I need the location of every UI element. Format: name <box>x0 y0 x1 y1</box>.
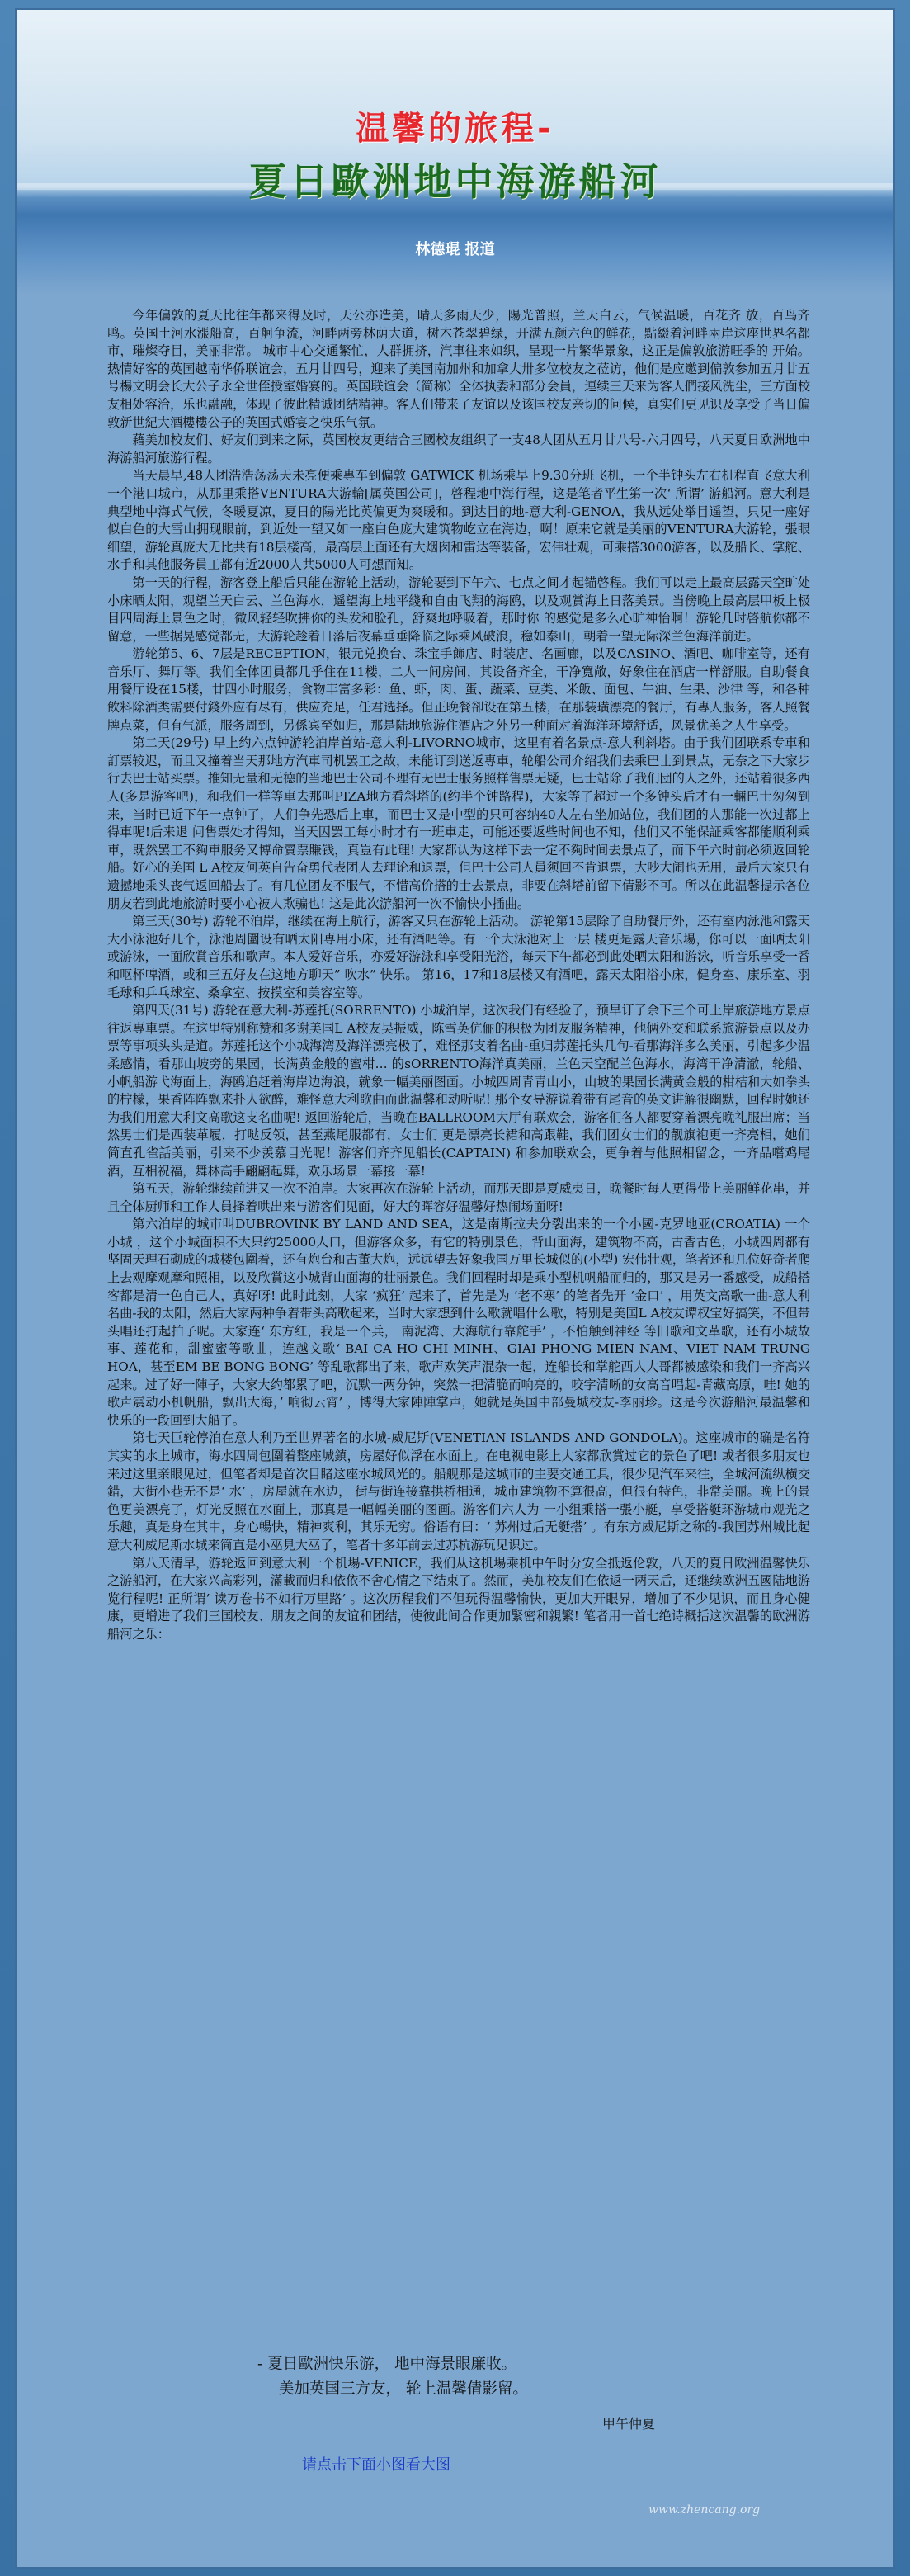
poem-line: - 夏日歐洲快乐游， 地中海景眼廉收。 <box>257 2356 517 2373</box>
website-watermark: www.zhencang.org <box>648 2503 761 2517</box>
sky-sea-banner <box>17 10 893 295</box>
paragraph: 第六泊岸的城市叫DUBROVINK BY LAND AND SEA，这是南斯拉夫分裂出来的一个小國-克罗地亚(CROATIA) 一个小城 ，这个小城面积不大只约25000人口，但游客众多，有它的特别景色，背山面海，建筑物不高，古香古色，小城四周都有坚固天理石砌成的城楼包圍着，还有炮台和古董大炮，远远望去好象我国万里长城似的(小型) 宏伟壮观，笔者还和几位好奇者爬上去观摩观摩和照相，以及欣賞这小城背山面海的壮丽景色。我们回程时却是乘小型机帆船而归的，那又是另一番感受，成船搭客都是清一色自己人，真好呀! 此时此刻，大家 ‘疯狂’ 起来了，首先是为 ‘老不寒’ 的笔者先开 ‘金口’ ，用英文高歌一曲-意大利名曲-我的太阳，然后大家两种争着带头高歌起来，当时大家想到什么歌就唱什么歌，特别是美国L A校友谭权宝好搞笑，不但带头唱还打起拍子呢。大家连‘ 东方红，我是一个兵， 南泥湾、大海航行靠舵手’ ，不怕触到神经 等旧歌和文革歌，还有小城故事、莲花和，甜蜜蜜等歌曲，连越文歌‘ BAI CA HO CHI MINH、GIAI PHONG MIEN NAM、VIET NAM TRUNG HOA，甚至EM BE BONG BONG’ 等乱歌都出了来，歌声欢笑声混杂一起，连船长和掌舵西人大哥都被感染和我们一齐高兴起来。过了好一陣子，大家大约都累了吧，沉默一两分钟，突然一把清脆而响亮的，咬字清晰的女高音唱起-青藏高原，哇! 她的歌声震动小机帆船，飘出大海，’ 响彻云宵’ ，博得大家陣陣掌声，她就是英国中部曼城校友-李丽珍。这是今次游船河最温馨和快乐的一段回到大船了。 <box>107 1217 810 1428</box>
signature: 甲午仲夏 <box>602 2416 656 2432</box>
article-body <box>107 307 810 1644</box>
paragraph: 第四天(31号) 游轮在意大利-苏莲托(SORRENTO) 小城泊岸，这次我们有经验了，预早订了余下三个可上岸旅游地方景点往返專車票。在这里特别称赞和多谢美国L A校友吴振威，陈雪英伉俪的积极为团友服务精神，他俩外交和联系旅游景点以及办票等事项头头是道。苏莲托这个小城海湾及海洋漂亮极了，难怪那支着名曲-重归苏莲托头几句-看那海洋多么美丽，引起多少温柔感情，看那山坡旁的果园，长满黄金般的蜜柑… 的sORRENTO海洋真美丽，兰色天空配兰色海水，海湾干净清澈，轮船、小帆船游弋海面上，海鸥追赶着海岸边海浪，就象一幅美丽图画。小城四周青青山小，山坡的果园长满黄金般的柑桔和大如拳头的柠檬，果香阵阵飘来扑人欲醉，难怪意大利歌曲而此温馨和动听呢! 那个女导游说着带有尾音的英文讲解很幽默，回程时她还为我们用意大利文高歌这支名曲呢! 返回游轮后，当晚在BALLROOM大厅有联欢会，游客们各人都要穿着漂亮晚礼服出席；当然男士们是西装革履，打哒反领，甚至燕尾服都有，女士们 更是漂亮长裙和高跟鞋，我们团女士们的靓旗袍更一齐亮相，她们简直孔雀話美丽，引来不少羡慕目光呢！游客们齐齐见船长(CAPTAIN) 和参加联欢会，更争着与他照相留念，一齐品嚐鸡尾酒，互相祝福，舞林高手翩翩起舞，欢乐场景一幕接一幕! <box>107 1003 810 1179</box>
author-byline: 林德琨 报道 <box>415 241 495 258</box>
paragraph: 第五天，游轮继续前进又一次不泊岸。大家再次在游轮上活动，而那天即是夏威夷日，晚餐时每人更得带上美丽鲜花串，并且全体厨师和工作人員择着哄出来与游客们见面，好大的晖容好温馨好热闹场面呀! <box>107 1181 810 1214</box>
title-line-1: 温馨的旅程- <box>356 110 554 148</box>
paragraph: 当天晨早,48人团浩浩荡荡天未亮便乘專车到偏敦 GATWICK 机场乘早上9.30分班飞机，一个半钟头左右机程直飞意大利一个港口城市，从那里乘搭VENTURA大游輪[属英国公司]，啓程地中海行程，这是笔者平生第一次‘ 所谓’ 游船河。意大利是典型地中海式气候，冬暖夏凉，夏日的陽光比英偏更为爽暖和。到达目的地-意大利-GENOA，我从远处举目遥望，只见一座好似白色的大雪山拥现眼前，到近处一望又如一座白色庞大建筑物屹立在海边，啊！原来它就是美丽的VENTURA大游轮，張眼细望，游轮真庞大无比共有18层楼高，最高层上面还有大烟囱和雷达等装备，宏伟壮观，可乘搭3000游客，以及船长、掌舵、水手和其他服务員工都有近2000人共5000人可想而知。 <box>107 468 810 573</box>
paragraph: 第二天(29号) 早上约六点钟游轮泊岸首站-意大利-LIVORNO城市，这里有着名景点-意大利斜塔。由于我们团联系专車和訂票较迟，而且又撞着当天那地方汽車司机罢工之故，未能订到送返專車，轮船公司介绍我们去乘巴士到景点，无奈之下大家步行去巴士站买票。推知无量和无德的当地巴士公司不理有无巴士服务照样售票无疑，巴士站除了我们団的人之外，还站着很多西人(多是游客吧)，和我们一样等車去那叫PIZA地方看斜塔的(约半个钟路程)，大家等了超过一个多钟头后才有一輛巴士匆匆到来，当时已近下午一点钟了，人们争先恐后上車，而巴士又是中型的只可容纳40人左右坐加站位，我们团的人那能一次过都上得車呢!后来退 问售票处才得知，当天因罢工每小时才有一班車走，可能还要返些时间也不知，他们又不能保証乘客都能順利乘車，既然罢工不夠車服务又博命賣票賺钱，真豈有此理! 大家都认为这样下去一定不夠时间去景点了，而下午六时前必须返回轮船。好心的美国 L A校友何英自告奋勇代表团人去理论和退票，但巴士公司人員须回不肯退票，大吵大闹也无用，最后大家只有遗撼地乘头丧气返回船去了。有几位团友不服气，不惜高价搭的士去景点，非要在斜塔前留下倩影不可。所以在此温馨提示各位朋友若到此地旅游时要小心被人欺骗也! 这是此次游船河一次不愉快小插曲。 <box>107 735 810 911</box>
paragraph: 藉美加校友们、好友们到来之际，英国校友更结合三國校友组织了一支48人团从五月廿八号-六月四号，八天夏日欧洲地中海游船河旅游行程。 <box>107 432 810 466</box>
view-large-image-link[interactable]: 请点击下面小图看大图 <box>302 2456 450 2474</box>
paragraph: 游轮第5、6、7层是RECEPTION，银元兑换台、珠宝手飾店、时装店、名画廊，以及CASINO、酒吧、咖啡室等，还有音乐厅、舞厅等。我们全体团員都几乎住在11楼，二人一间房间，其设备齐全，干净寬敞，好象住在酒店一样舒服。自助餐食用餐厅设在15楼，廿四小时服务，食物丰富多彩：鱼、虾，肉、蛋、蔬菜、豆类、米飯、面包、牛油、生果、沙律 等，和各种飲料除酒类需要付錢外应有尽有，供应充足，任君选择。但正晚餐卻设在第五楼，在那装璜漂亮的餐厅，有專人服务，客人照餐牌点菜，但有气派，服务周到，另係宾至如归，那是陆地旅游住酒店之外另一种面对着海洋环境舒适，风景优美之人生享受。 <box>107 646 810 733</box>
paragraph: 第七天巨轮停泊在意大利乃至世界著名的水城-威尼斯(VENETIAN ISLANDS AND GONDOLA)。这座城市的确是名符其实的水上城市，海水四周包圍着整座城鎮，房屋好似浮在水面上。在电视电影上大家都欣賞过它的景色了吧! 或者很多朋友也来过这里亲眼见过，但笔者却是首次目睹这座水城风光的。船舰那是这城市的主要交通工具，很少见汽车来往，全城河流纵横交錯，大街小巷无不是‘ 水’ ，房屋就在水边， 街与街连接靠拱桥相通，城市建筑物不算很高，但很有特色，非常美丽。晚上的景色更美漂亮了，灯光反照在水面上，那真是一幅幅美丽的图画。游客们六人为 一小组乘搭一張小艇，享受搭艇环游城市观光之乐趣，真是身在其中，身心暢快，精神爽利，其乐无穷。俗语有曰：‘ 苏州过后无艇搭’ 。有东方威尼斯之称的-我国苏州城比起意大利威尼斯水城来简直是小巫見大巫了，笔者十多年前去过苏杭游玩见识过。 <box>107 1430 810 1553</box>
page-frame <box>17 10 893 2567</box>
paragraph: 第八天清早，游轮返回到意大利一个机場-VENICE，我们从这机場乘机中午时分安全抵返伦敦，八天的夏日欧洲温馨快乐之游船河，在大家兴高彩列，滿載而归和依依不舍心情之下结束了。然而，美加校友们在依返一两天后，还继续欧洲五國陆地游览行程呢! 正所谓’ 读万卷书不如行万里路’ 。这次历程我们不但玩得温馨愉快，更加大开眼界，增加了不少见识，而且身心健康，更增进了我们三国校友、朋友之间的友谊和团结，使彼此间合作更加緊密和親繁! 笔者用一首七绝诗概括这次温馨的欧洲游船河之乐： <box>107 1555 810 1642</box>
paragraph: 今年偏敦的夏天比往年都来得及时，天公亦造美，晴天多雨天少，陽光普照，兰天白云，气候温暖，百花齐 放，百鸟齐鸣。英国土河水漲船高，百舸争流，河畔两旁林荫大道，树木苍翠碧绿，开满五颜六色的鲜花，點綴着河畔兩岸这座世界名都市，璀燦夺目，美丽非常。 城市中心交通繁忙，人群拥挤，汽車往来如织，呈现一片繁华景象，这正是偏敦旅游旺季的 开始。热情好客的英国越南华侨联谊会，五月廿四号，迎来了美国南加州和加拿大卅多位校友之莅访，他们是应邀到偏敦参加五月廿五号楊文明会长大公子永全世侄授室婚宴的。英国联谊会（简称）全体执委和部分会員，連续三天来为客人們接风洗尘，三方面校友相处容洽，乐也融融，体现了彼此精诚团结精神。客人们带来了友谊以及该国校友亲切的问候，真实们更见识及享受了当日偏敦新世紀大酒樓樓公子的英国式婚宴之快乐气氛。 <box>107 308 810 430</box>
paragraph: 第一天的行程，游客登上船后只能在游轮上活动，游轮要到下午六、七点之间才起锚啓程。我们可以走上最高层露天空旷处小床晒太阳，观望兰天白云、兰色海水，遥望海上地平綫和自由飞翔的海鸥，以及观賞海上日落美景。当傍晚上最高层甲板上极目四周海上景色之时，微风轻轻吹拂你的头发和脸孔，舒爽地呼吸着，那时你 的感觉是多么心旷神怡啊！游轮几时啓航你都不留意，一些据晃感觉都无，大游轮趁着日落后夜幕垂垂降临之际乘风破浪，稳如泰山，朝着一望无际深兰色海洋前进。 <box>107 574 810 644</box>
poem <box>257 2352 719 2402</box>
paragraph: 第三天(30号) 游轮不泊岸，继续在海上航行，游客又只在游轮上活动。 游轮第15层除了自助餐厅外，还有室内泳池和露天大小泳池好几个，泳池周圍设有晒太阳専用小床，还有酒吧等。有一个大泳池对上一层 楼更是露天音乐場，你可以一面晒太阳或游泳，一面欣賞音乐和歌声。本人爱好音乐，亦爱好游泳和享受阳光浴，每天下午都必到此处晒太阳和游泳，听音乐享受一番和呕杯啤酒，或和三五好友在这地方聊天” 吹水” 快乐。 第16，17和18层楼又有酒吧，露天太阳浴小床，健身室、康乐室、羽毛球和乒乓球室、桑拿室、按摸室和美容室等。 <box>107 914 810 1000</box>
poem-line: 美加英国三方友， 轮上温馨倩影留。 <box>279 2380 528 2398</box>
title-line-2: 夏日歐洲地中海游船河 <box>248 159 662 204</box>
